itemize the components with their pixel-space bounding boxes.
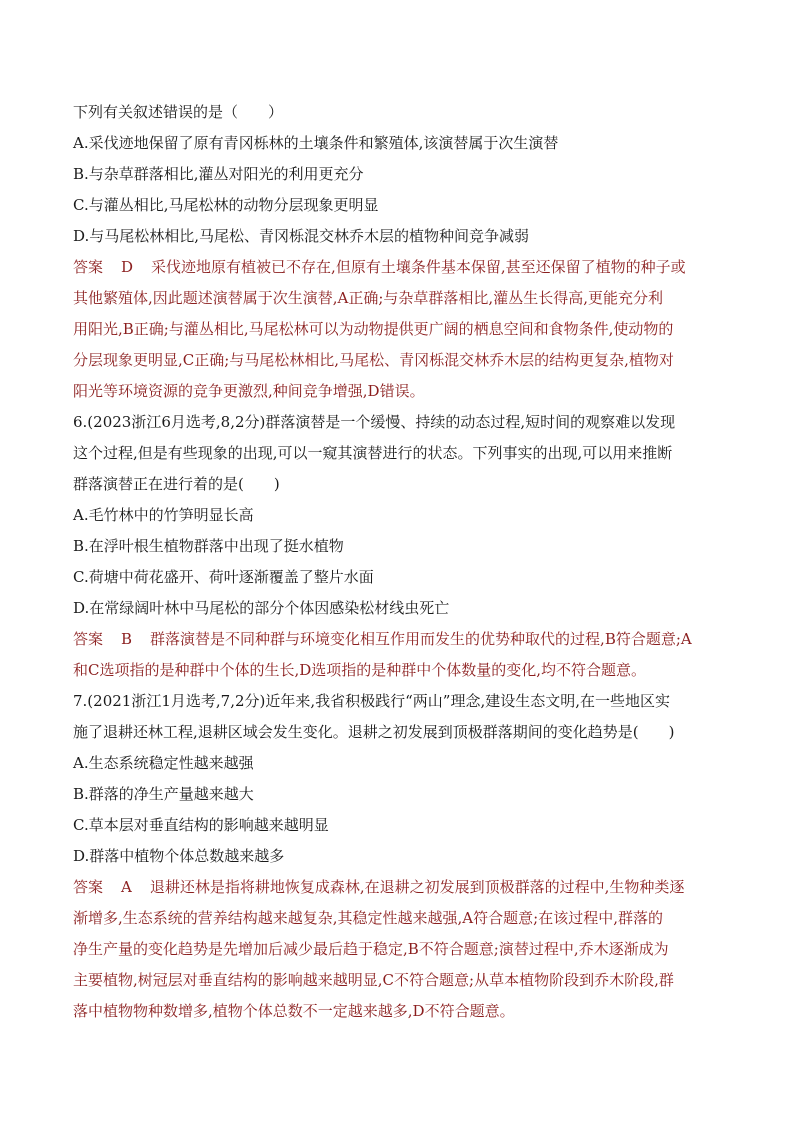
q6-answer — [73, 624, 725, 686]
q6-option-b: B.在浮叶根生植物群落中出现了挺水植物 — [73, 537, 344, 555]
q6-stem-line-1: 6.(2023浙江6月选考,8,2分)群落演替是一个缓慢、持续的动态过程,短时间的观察难以发现 — [73, 413, 676, 431]
q5-answer-label: 答案 — [73, 258, 104, 276]
q5-answer-line-5: 阳光等环境资源的竞争更激烈,种间竞争增强,D错误。 — [73, 382, 425, 400]
q7-answer-line-2: 渐增多,生态系统的营养结构越来越复杂,其稳定性越来越强,A符合题意;在该过程中,群落的 — [73, 909, 663, 927]
q6-stem-line-2: 这个过程,但是有些现象的出现,可以一窥其演替进行的状态。下列事实的出现,可以用来推断 — [73, 444, 673, 462]
q6-answer-line-2: 和C选项指的是种群中个体的生长,D选项指的是种群中个体数量的变化,均不符合题意。 — [73, 661, 647, 679]
q6-option-d: D.在常绿阔叶林中马尾松的部分个体因感染松材线虫死亡 — [73, 599, 450, 617]
q6-option-a: A.毛竹林中的竹笋明显长高 — [73, 506, 254, 524]
q7-answer-line-5: 落中植物物种数增多,植物个体总数不一定越来越多,D不符合题意。 — [73, 1002, 515, 1020]
q7-answer-line-4: 主要植物,树冠层对垂直结构的影响越来越明显,C不符合题意;从草本植物阶段到乔木阶段,群 — [73, 971, 674, 989]
q7-option-b: B.群落的净生产量越来越大 — [73, 785, 254, 803]
q6-answer-label: 答案 — [73, 630, 104, 648]
q7-answer-line-3: 净生产量的变化趋势是先增加后减少最后趋于稳定,B不符合题意;演替过程中,乔木逐渐成为 — [73, 940, 669, 958]
q5-answer-key: D — [121, 258, 134, 276]
q6-option-c: C.荷塘中荷花盛开、荷叶逐渐覆盖了整片水面 — [73, 568, 374, 586]
q7-option-a: A.生态系统稳定性越来越强 — [73, 754, 254, 772]
q5-stem-tail: 下列有关叙述错误的是（ ） — [73, 103, 284, 121]
q7-answer-key: A — [121, 878, 132, 896]
q7-answer — [73, 872, 725, 1027]
q5-option-c: C.与灌丛相比,马尾松林的动物分层现象更明显 — [73, 196, 379, 214]
q5-answer-line-4: 分层现象更明显,C正确;与马尾松林相比,马尾松、青冈栎混交林乔木层的结构更复杂,植物对 — [73, 351, 674, 369]
q7-answer-line-1: 退耕还林是指将耕地恢复成森林,在退耕之初发展到顶极群落的过程中,生物种类逐 — [149, 878, 685, 896]
q6-answer-line-1: 群落演替是不同种群与环境变化相互作用而发生的优势种取代的过程,B符合题意;A — [150, 630, 692, 648]
q5-option-b: B.与杂草群落相比,灌丛对阳光的利用更充分 — [73, 165, 364, 183]
q5-answer-line-2: 其他繁殖体,因此题述演替属于次生演替,A正确;与杂草群落相比,灌丛生长得高,更能充分利 — [73, 289, 663, 307]
q5-answer-line-1: 采伐迹地原有植被已不存在,但原有土壤条件基本保留,甚至还保留了植物的种子或 — [151, 258, 686, 276]
q6-stem-line-3: 群落演替正在进行着的是( ) — [73, 475, 280, 493]
q7-stem-line-2: 施了退耕还林工程,退耕区域会发生变化。退耕之初发展到顶极群落期间的变化趋势是( ) — [73, 723, 675, 741]
q5-answer-line-3: 用阳光,B正确;与灌丛相比,马尾松林可以为动物提供更广阔的栖息空间和食物条件,使动物的 — [73, 320, 674, 338]
q7-answer-label: 答案 — [73, 878, 104, 896]
document-content — [73, 97, 725, 1027]
q7-option-c: C.草本层对垂直结构的影响越来越明显 — [73, 816, 329, 834]
q5-option-d: D.与马尾松林相比,马尾松、青冈栎混交林乔木层的植物种间竞争减弱 — [73, 227, 530, 245]
q7-stem-line-1: 7.(2021浙江1月选考,7,2分)近年来,我省积极践行“两山”理念,建设生态文明,在一些地区实 — [73, 692, 671, 710]
q6-answer-key: B — [121, 630, 133, 648]
q5-answer — [73, 252, 725, 407]
q7-option-d: D.群落中植物个体总数越来越多 — [73, 847, 285, 865]
q5-option-a: A.采伐迹地保留了原有青冈栎林的土壤条件和繁殖体,该演替属于次生演替 — [73, 134, 559, 152]
